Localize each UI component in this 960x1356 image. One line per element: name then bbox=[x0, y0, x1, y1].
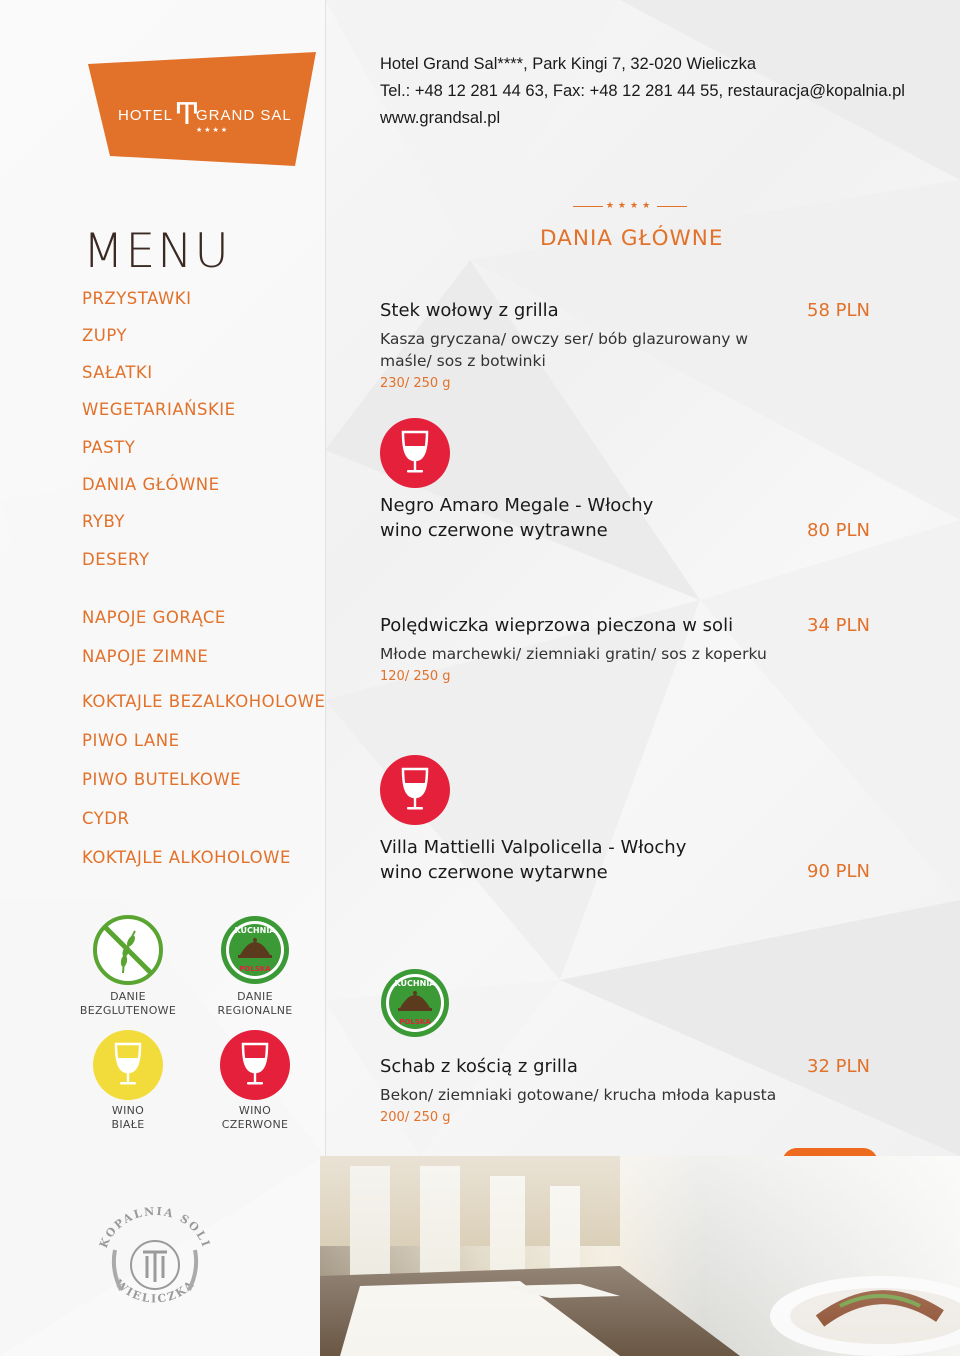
red-wine-icon bbox=[380, 418, 450, 488]
wine-type: wino czerwone wytarwne bbox=[380, 862, 608, 883]
kopalnia-soli-seal bbox=[85, 1200, 225, 1320]
dish-description: Bekon/ ziemniaki gotowane/ krucha młoda kapusta bbox=[380, 1086, 777, 1104]
legend-label-regional bbox=[200, 990, 310, 1018]
legend-line: DANIE bbox=[110, 990, 146, 1003]
red-wine-icon bbox=[380, 755, 450, 825]
section-rule-left bbox=[573, 206, 603, 207]
nav-item-dania-glowne[interactable]: DANIA GŁÓWNE bbox=[82, 475, 220, 494]
regional-dish-icon bbox=[220, 915, 290, 985]
nav-item-wegetarianskie[interactable]: WEGETARIAŃSKIE bbox=[82, 400, 236, 419]
section-title: DANIA GŁÓWNE bbox=[540, 226, 724, 251]
dish-price: 34 PLN bbox=[807, 615, 870, 636]
legend-label-gluten-free bbox=[73, 990, 183, 1018]
dish-description: Młode marchewki/ ziemniaki gratin/ sos z koperku bbox=[380, 645, 767, 663]
wine-name bbox=[380, 835, 686, 885]
badge-text-bottom: POLSKA bbox=[239, 965, 271, 973]
nav-item-zupy[interactable]: ZUPY bbox=[82, 326, 128, 345]
nav-item-napoje-gorace[interactable]: NAPOJE GORĄCE bbox=[82, 608, 226, 627]
contact-website[interactable]: www.grandsal.pl bbox=[380, 109, 501, 127]
wine-title: Villa Mattielli Valpolicella - Włochy bbox=[380, 837, 687, 858]
seal-text-bottom: WIELICZKA bbox=[112, 1277, 198, 1306]
column-divider bbox=[325, 0, 326, 1156]
nav-item-cydr[interactable]: CYDR bbox=[82, 809, 130, 828]
nav-item-piwo-butelkowe[interactable]: PIWO BUTELKOWE bbox=[82, 770, 242, 789]
legend-label-white-wine bbox=[73, 1104, 183, 1132]
contact-address: Hotel Grand Sal****, Park Kingi 7, 32-020 Wieliczka bbox=[380, 55, 757, 73]
contact-phone-email[interactable]: Tel.: +48 12 281 44 63, Fax: +48 12 281 44 55, restauracja@kopalnia.pl bbox=[380, 82, 905, 100]
svg-text:KOPALNIA SOLI bbox=[97, 1205, 213, 1250]
section-stars: ★★★★ bbox=[605, 201, 655, 211]
dish-name: Stek wołowy z grilla bbox=[380, 300, 559, 321]
badge-text-top: KUCHNIA bbox=[234, 926, 276, 935]
section-rule-right bbox=[657, 206, 687, 207]
legend-line: CZERWONE bbox=[221, 1118, 289, 1131]
nav-item-ryby[interactable]: RYBY bbox=[82, 512, 125, 531]
dish-weight: 120/ 250 g bbox=[380, 669, 451, 684]
left-column bbox=[0, 0, 325, 1356]
contact-info bbox=[380, 51, 905, 132]
wine-type: wino czerwone wytrawne bbox=[380, 520, 608, 541]
legend-line: BEZGLUTENOWE bbox=[79, 1004, 177, 1017]
red-wine-icon bbox=[220, 1030, 290, 1100]
dish-price: 32 PLN bbox=[807, 1056, 870, 1077]
legend-line: REGIONALNE bbox=[217, 1004, 293, 1017]
nav-item-desery[interactable]: DESERY bbox=[82, 550, 150, 569]
white-wine-icon bbox=[93, 1030, 163, 1100]
legend-line: DANIE bbox=[237, 990, 273, 1003]
legend-line: WINO bbox=[238, 1104, 272, 1117]
legend-line: BIAŁE bbox=[111, 1118, 145, 1131]
restaurant-photo bbox=[320, 1156, 960, 1356]
wine-price: 80 PLN bbox=[807, 520, 870, 541]
legend-line: WINO bbox=[111, 1104, 145, 1117]
logo-monogram: Ͳ bbox=[174, 98, 200, 131]
nav-item-napoje-zimne[interactable]: NAPOJE ZIMNE bbox=[82, 647, 209, 666]
logo-text-left: HOTEL bbox=[118, 107, 174, 124]
section-header bbox=[540, 200, 724, 251]
nav-item-piwo-lane[interactable]: PIWO LANE bbox=[82, 731, 180, 750]
dish-price: 58 PLN bbox=[807, 300, 870, 321]
gluten-free-icon bbox=[93, 915, 163, 985]
legend-label-red-wine bbox=[200, 1104, 310, 1132]
dish-weight: 200/ 250 g bbox=[380, 1110, 451, 1125]
nav-item-koktajle-bezalkoholowe[interactable]: KOKTAJLE BEZALKOHOLOWE bbox=[82, 692, 326, 711]
nav-item-koktajle-alkoholowe[interactable]: KOKTAJLE ALKOHOLOWE bbox=[82, 848, 291, 867]
hotel-logo bbox=[88, 52, 318, 168]
wine-name bbox=[380, 493, 653, 543]
dish-description: Kasza gryczana/ owczy ser/ bób glazurowany w maśle/ sos z botwinki bbox=[380, 330, 749, 370]
nav-item-salatki[interactable]: SAŁATKI bbox=[82, 363, 153, 382]
badge-text-top: KUCHNIA bbox=[394, 979, 436, 988]
menu-title: MENU bbox=[83, 224, 231, 279]
nav-item-przystawki[interactable]: PRZYSTAWKI bbox=[82, 289, 192, 308]
nav-item-pasty[interactable]: PASTY bbox=[82, 438, 136, 457]
logo-text-right: GRAND SAL bbox=[196, 107, 292, 124]
logo-stars: ★★★★ bbox=[196, 126, 230, 134]
seal-text-top: KOPALNIA SOLI bbox=[97, 1204, 213, 1250]
dish-weight: 230/ 250 g bbox=[380, 376, 451, 391]
kuchnia-polska-icon bbox=[380, 968, 450, 1038]
wine-title: Negro Amaro Megale - Włochy bbox=[380, 495, 654, 516]
dish-name: Schab z kością z grilla bbox=[380, 1056, 578, 1077]
dish-name: Polędwiczka wieprzowa pieczona w soli bbox=[380, 615, 734, 636]
wine-price: 90 PLN bbox=[807, 861, 870, 882]
badge-text-bottom: POLSKA bbox=[399, 1018, 431, 1026]
